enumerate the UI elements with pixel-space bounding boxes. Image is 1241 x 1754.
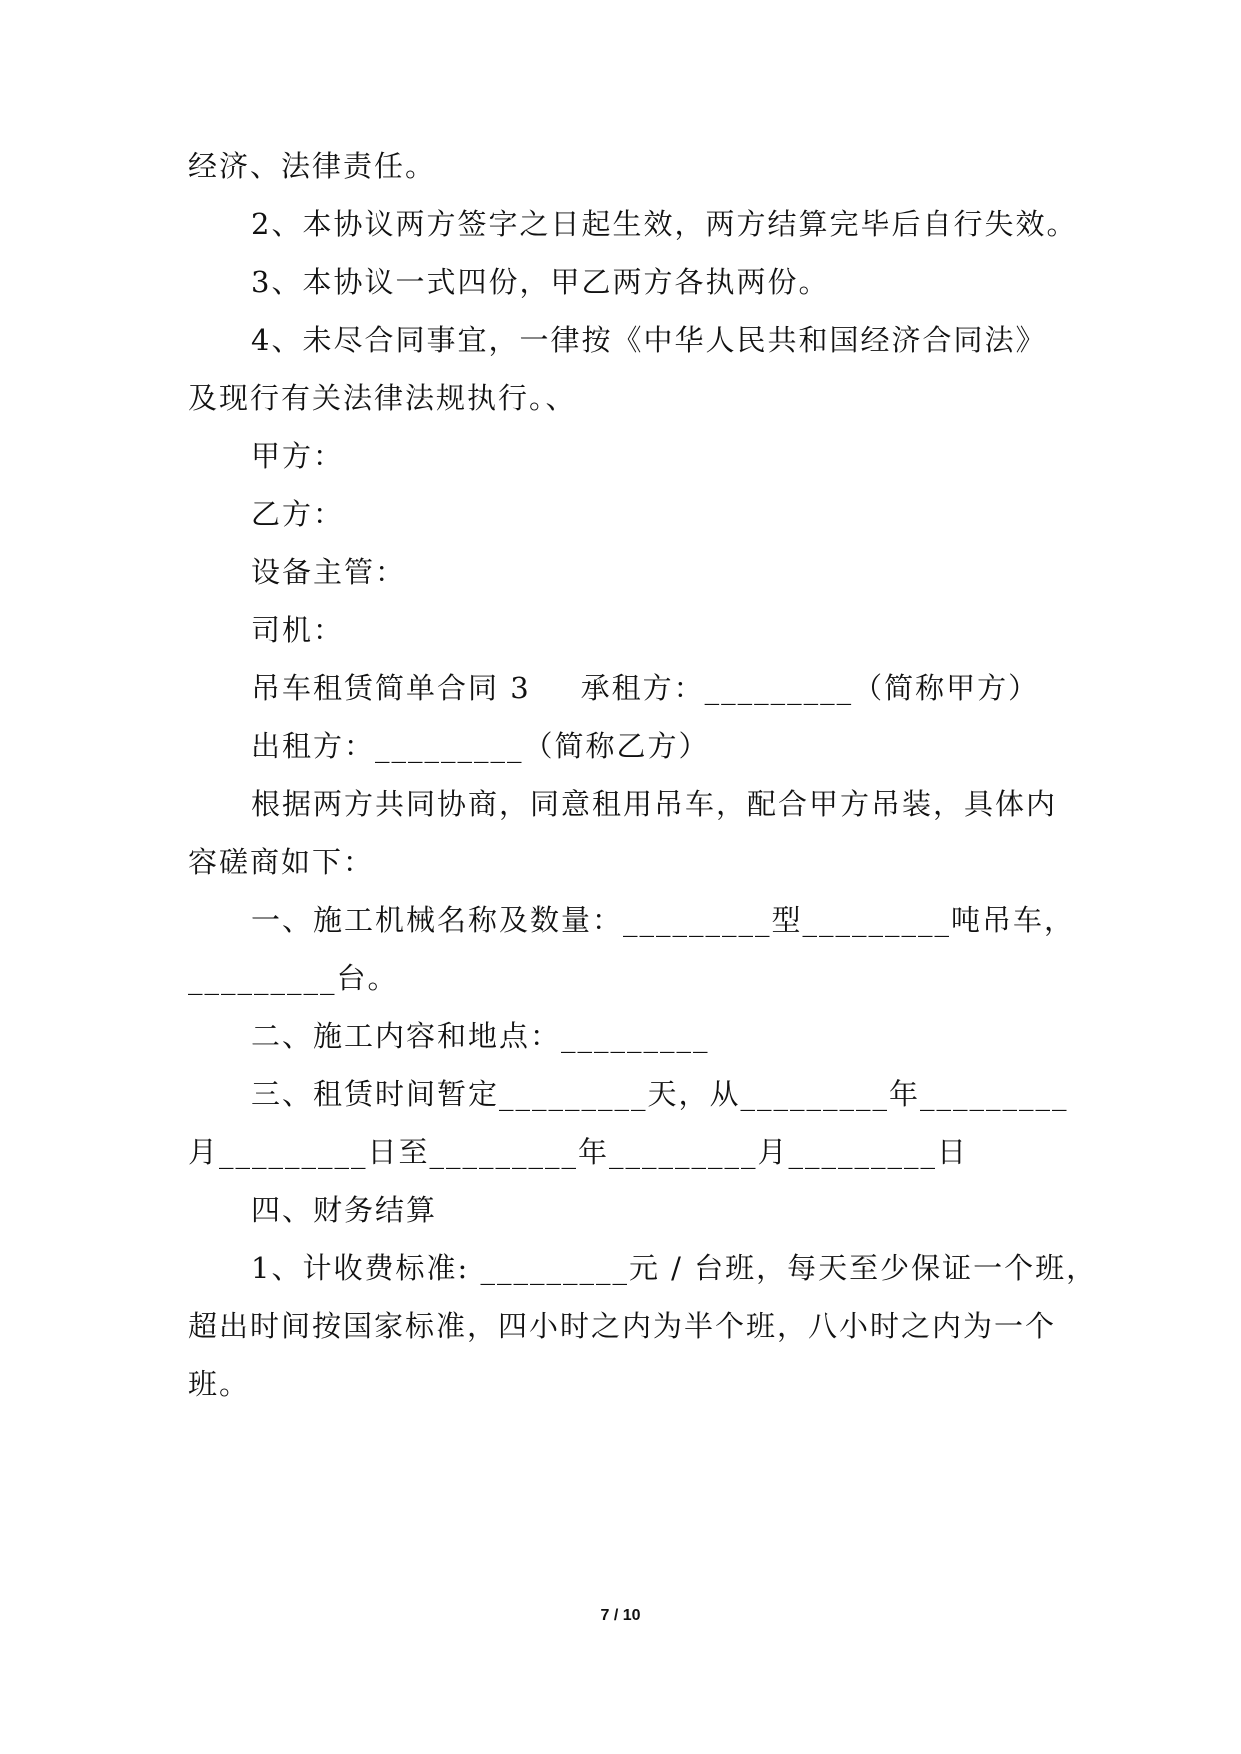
section-3-rental-period: 三、租赁时间暂定_________天，从_________年_________ — [251, 1077, 1069, 1111]
contract-title: 吊车租赁简单合同 3 — [251, 671, 531, 705]
contract-heading-line — [251, 668, 1039, 708]
lessor-field: 出租方：_________（简称乙方） — [251, 729, 710, 763]
clause-4: 4、未尽合同事宜，一律按《中华人民共和国经济合同法》 — [251, 323, 1047, 357]
section-2-content-location: 二、施工内容和地点：_________ — [251, 1019, 710, 1053]
signature-party-a: 甲方： — [251, 439, 345, 473]
preamble-continued: 容磋商如下： — [188, 845, 375, 879]
settlement-clause-1-continued: 超出时间按国家标准，四小时之内为半个班，八小时之内为一个 — [188, 1309, 1057, 1343]
settlement-clause-1-end: 班。 — [188, 1367, 251, 1401]
page-number: 7 / 10 — [600, 1607, 641, 1624]
signature-driver: 司机： — [251, 613, 345, 647]
preamble: 根据两方共同协商，同意租用吊车，配合甲方吊装，具体内 — [251, 787, 1058, 821]
paragraph-line: 经济、法律责任。 — [188, 149, 437, 183]
section-1-machinery: 一、施工机械名称及数量：_________型_________吨吊车， — [251, 903, 1076, 937]
section-4-settlement: 四、财务结算 — [251, 1193, 438, 1227]
lessee-field: 承租方：_________（简称甲方） — [580, 671, 1040, 705]
clause-3: 3、本协议一式四份，甲乙两方各执两份。 — [251, 265, 830, 299]
settlement-clause-1: 1、计收费标准: _________元 / 台班，每天至少保证一个班， — [251, 1251, 1098, 1285]
signature-party-b: 乙方： — [251, 497, 345, 531]
section-3-continued: 月_________日至_________年_________月_________日 — [188, 1135, 969, 1169]
clause-2: 2、本协议两方签字之日起生效，两方结算完毕后自行失效。 — [251, 207, 1078, 241]
signature-equipment-manager: 设备主管： — [251, 555, 407, 589]
clause-4-continued: 及现行有关法律法规执行。、 — [188, 381, 577, 415]
section-1-continued: _________台。 — [188, 961, 399, 995]
